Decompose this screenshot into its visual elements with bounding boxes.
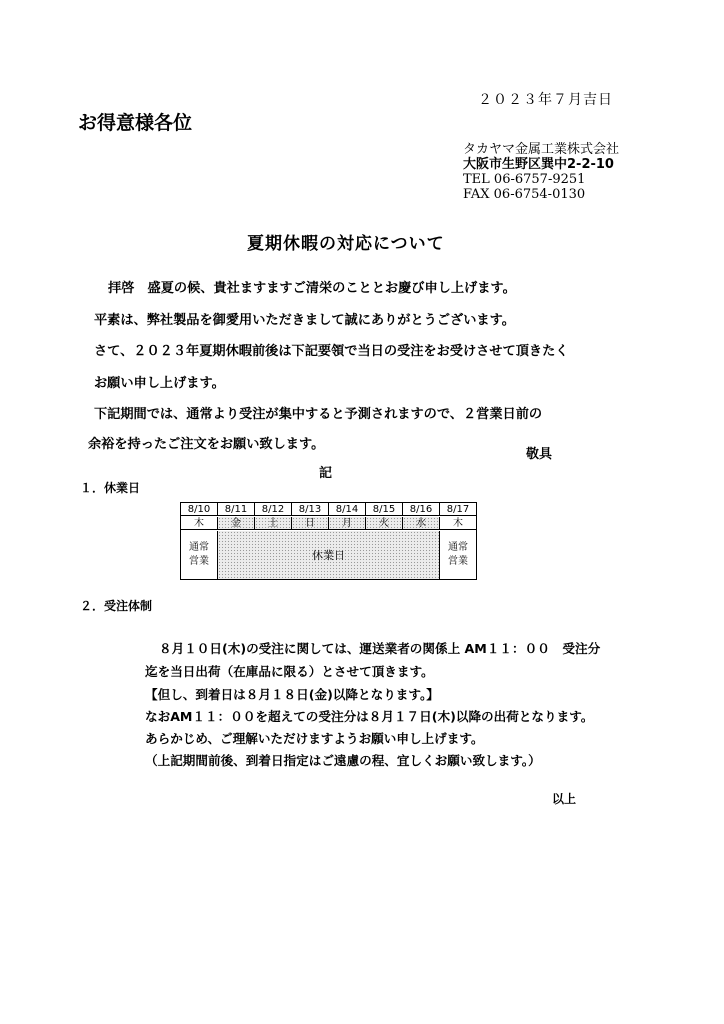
- calendar-weekday: 木: [440, 517, 476, 530]
- order-policy-line: なおAM１１：００を超えての受注分は８月１７日(木)以降の出荷となります。: [145, 709, 594, 724]
- body-line: さて、２０２３年夏期休暇前後は下記要領で当日の受注をお受けさせて頂きたく: [94, 344, 569, 359]
- company-name: タカヤマ金属工業株式会社: [463, 142, 620, 157]
- company-address: 大阪市生野区巽中2-2-10: [463, 157, 614, 172]
- order-policy-line: 迄を当日出荷（在庫品に限る）とさせて頂きます。: [145, 664, 434, 679]
- calendar-open-day: [440, 531, 476, 579]
- addressee: お得意様各位: [78, 112, 193, 134]
- calendar-date: 8/11: [218, 503, 255, 516]
- order-policy-line: 【但し、到着日は８月１８日(金)以降となります。】: [145, 687, 439, 702]
- calendar-date: 8/15: [366, 503, 403, 516]
- order-policy-line: （上記期間前後、到着日指定はご遠慮の程、宜しくお願い致します。）: [145, 753, 541, 768]
- closing-keigu: 敬具: [526, 447, 553, 462]
- body-line: お願い申し上げます。: [94, 376, 225, 391]
- calendar-date: 8/14: [329, 503, 366, 516]
- issue-date: ２０２３年７月吉日: [478, 92, 613, 108]
- calendar-date: 8/13: [292, 503, 329, 516]
- open-label-line2: 営業: [189, 556, 209, 567]
- company-block: [463, 142, 619, 202]
- order-policy-line: ８月１０日(木)の受注に関しては、運送業者の関係上 AM１１：００ 受注分: [159, 641, 601, 656]
- body-line: 下記期間では、通常より受注が集中すると予測されますので、２営業日前の: [94, 407, 543, 422]
- open-label-line2: 営業: [448, 556, 468, 567]
- calendar-date: 8/16: [403, 503, 440, 516]
- page-title: 夏期休暇の対応について: [247, 234, 445, 254]
- calendar-date: 8/12: [255, 503, 292, 516]
- section-heading-orders: ２．受注体制: [80, 599, 153, 613]
- open-label-line1: 通常: [189, 542, 209, 553]
- holiday-calendar: [180, 502, 477, 580]
- closing-ijou: 以上: [552, 792, 577, 806]
- calendar-date: 8/10: [181, 503, 218, 516]
- ki-marker: 記: [319, 466, 333, 481]
- company-fax: FAX 06-6754-0130: [463, 187, 586, 202]
- calendar-weekday: 日: [292, 517, 329, 530]
- calendar-weekday: 土: [255, 517, 292, 530]
- calendar-weekday: 水: [403, 517, 440, 530]
- body-line: 余裕を持ったご注文をお願い致します。: [88, 437, 325, 452]
- calendar-date: 8/17: [440, 503, 476, 516]
- body-line: 平素は、弊社製品を御愛用いただきまして誠にありがとうございます。: [94, 313, 515, 328]
- company-tel: TEL 06-6757-9251: [463, 172, 586, 187]
- calendar-open-day: [181, 531, 218, 579]
- section-heading-holidays: １．休業日: [80, 481, 141, 495]
- order-policy-line: あらかじめ、ご理解いただけますようお願い申し上げます。: [145, 731, 484, 746]
- calendar-weekday: 木: [181, 517, 218, 530]
- calendar-weekday: 月: [329, 517, 366, 530]
- open-label-line1: 通常: [448, 542, 468, 553]
- body-line: 拝啓 盛夏の候、貴社ますますご清栄のこととお慶び申し上げます。: [108, 281, 516, 296]
- holiday-label: 休業日: [312, 549, 345, 562]
- calendar-weekday: 金: [218, 517, 255, 530]
- calendar-holiday-span: [218, 531, 440, 579]
- calendar-weekday: 火: [366, 517, 403, 530]
